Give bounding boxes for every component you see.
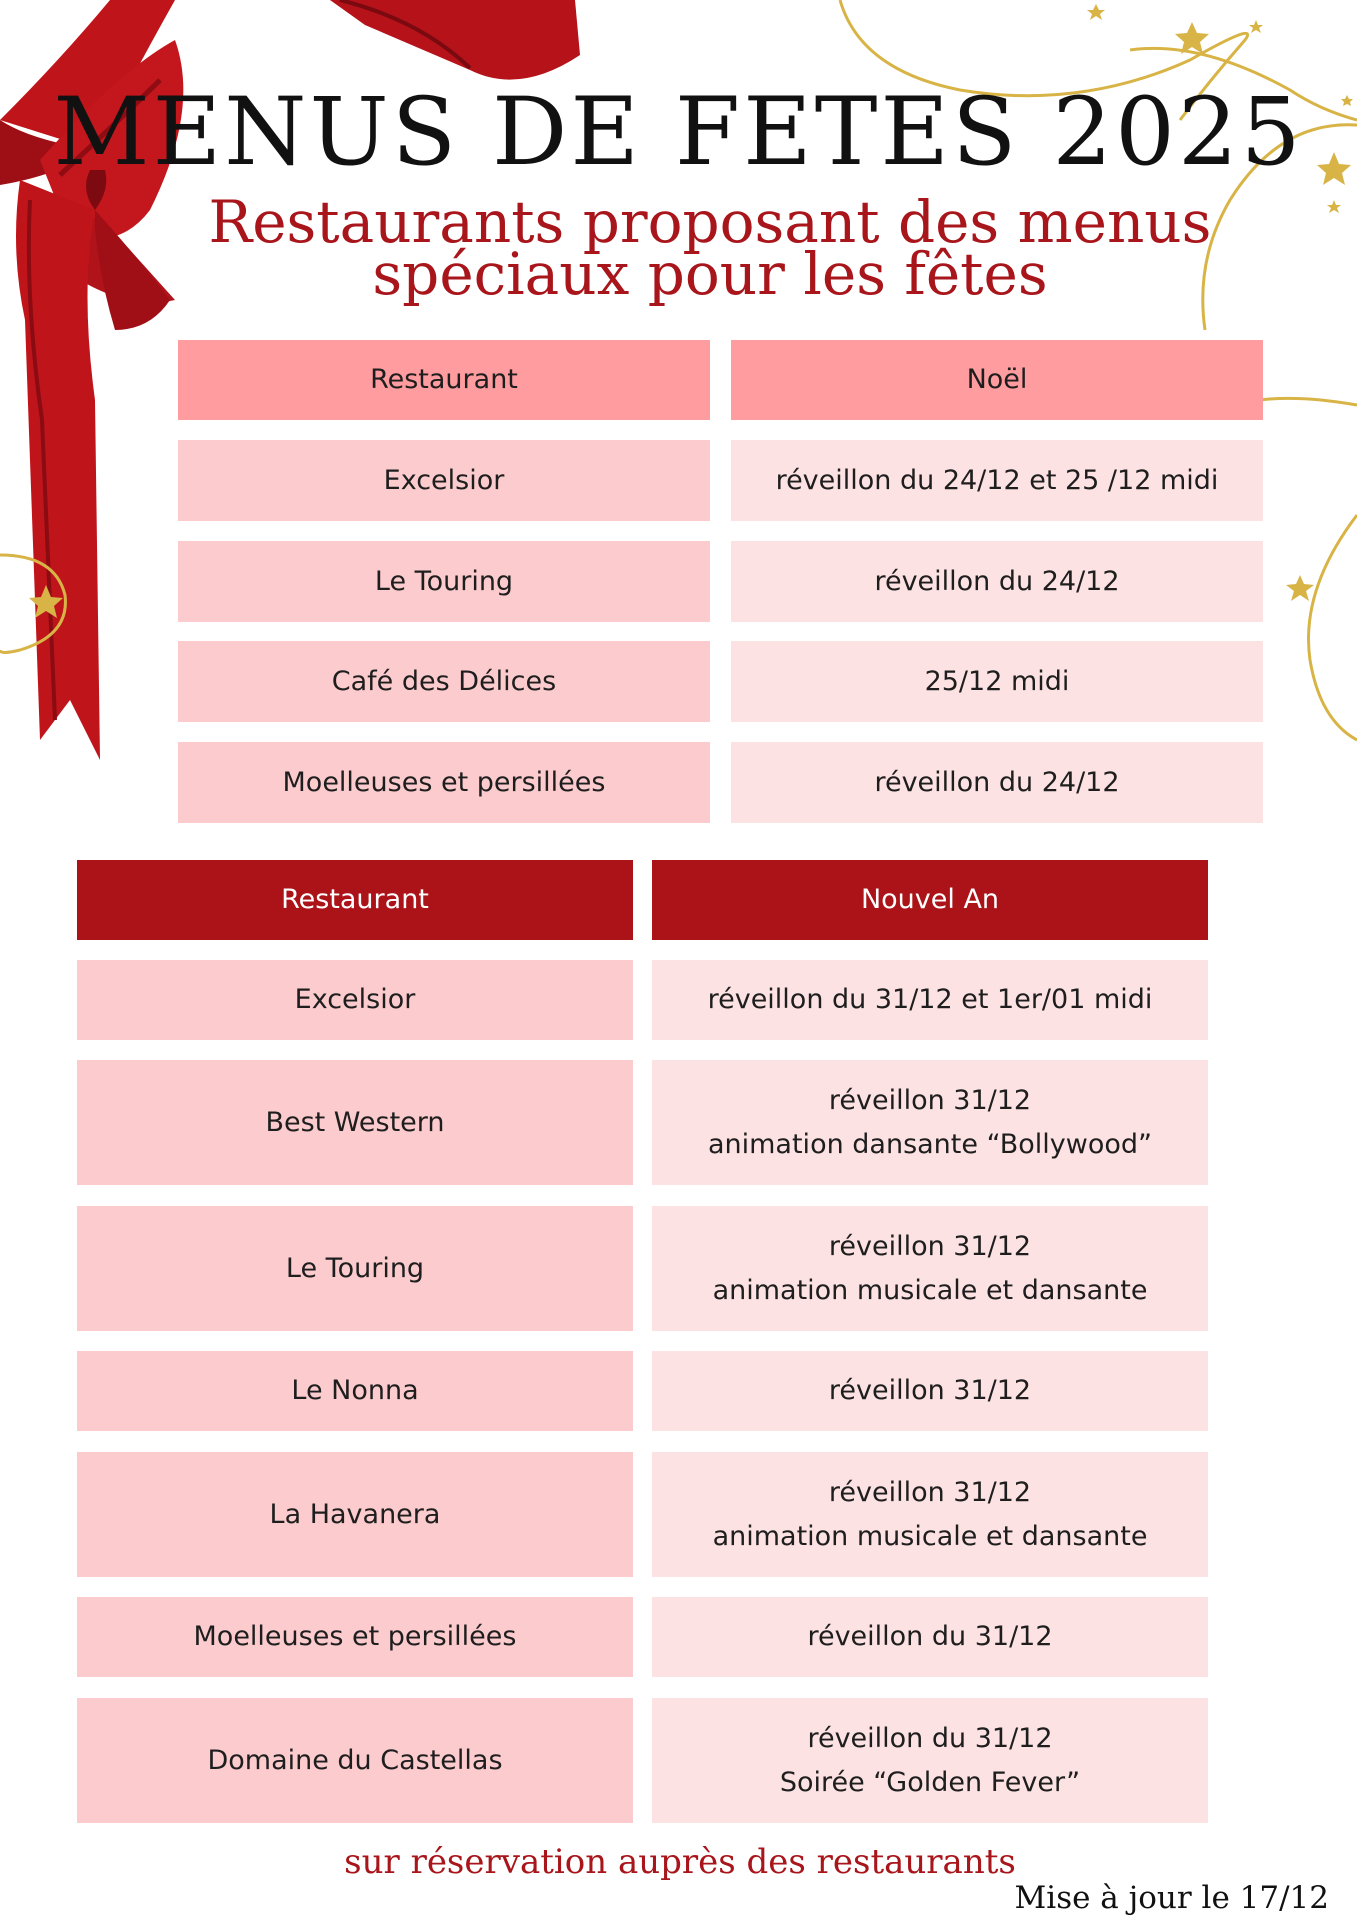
noel-row-restaurant: Café des Délices (178, 641, 710, 722)
subtitle-line-2: spéciaux pour les fêtes (372, 240, 1048, 308)
detail-line: Soirée “Golden Fever” (779, 1766, 1081, 1798)
nouvel-an-row-details (652, 1060, 1208, 1185)
noel-row-details (731, 440, 1263, 521)
detail-line: réveillon du 31/12 et 1er/01 midi (707, 984, 1153, 1015)
nouvel-an-row-restaurant: Le Touring (77, 1206, 633, 1331)
detail-line: 25/12 midi (924, 665, 1070, 697)
nouvel-an-row-restaurant: Moelleuses et persillées (77, 1597, 633, 1677)
nouvel-an-header-restaurant: Restaurant (77, 860, 633, 940)
nouvel-an-row-details (652, 1206, 1208, 1331)
detail-line: réveillon 31/12 (828, 1476, 1032, 1508)
noel-row-restaurant: Le Touring (178, 541, 710, 622)
noel-row-details (731, 742, 1263, 823)
subtitle-line-1: Restaurants proposant des menus (208, 188, 1212, 256)
nouvel-an-row-restaurant: Excelsior (77, 960, 633, 1040)
nouvel-an-row-restaurant: La Havanera (77, 1452, 633, 1577)
detail-line: réveillon 31/12 (828, 1375, 1032, 1406)
detail-line: réveillon du 24/12 et 25 /12 midi (775, 464, 1219, 496)
nouvel-an-row-details (652, 1351, 1208, 1431)
nouvel-an-row-details (652, 1597, 1208, 1677)
detail-line: animation dansante “Bollywood” (707, 1128, 1153, 1160)
noel-row-restaurant: Moelleuses et persillées (178, 742, 710, 823)
page-subtitle (170, 188, 1250, 308)
noel-header-event: Noël (731, 340, 1263, 420)
detail-line: réveillon du 31/12 (807, 1722, 1053, 1754)
nouvel-an-row-restaurant: Domaine du Castellas (77, 1698, 633, 1823)
noel-row-restaurant: Excelsior (178, 440, 710, 521)
nouvel-an-row-restaurant: Best Western (77, 1060, 633, 1185)
nouvel-an-row-details (652, 1452, 1208, 1577)
detail-line: animation musicale et dansante (712, 1274, 1148, 1306)
detail-line: réveillon du 24/12 (874, 565, 1120, 597)
nouvel-an-row-details (652, 1698, 1208, 1823)
noel-row-details (731, 541, 1263, 622)
reservation-note: sur réservation auprès des restaurants (344, 1842, 1016, 1882)
noel-row-details (731, 641, 1263, 722)
detail-line: réveillon 31/12 (828, 1230, 1032, 1262)
detail-line: réveillon du 24/12 (874, 766, 1120, 798)
detail-line: réveillon 31/12 (828, 1084, 1032, 1116)
nouvel-an-header-event: Nouvel An (652, 860, 1208, 940)
page-title: MENUS DE FETES 2025 (53, 78, 1304, 187)
update-date: Mise à jour le 17/12 (1014, 1880, 1329, 1916)
nouvel-an-row-details (652, 960, 1208, 1040)
noel-header-restaurant: Restaurant (178, 340, 710, 420)
detail-line: réveillon du 31/12 (807, 1621, 1053, 1652)
nouvel-an-row-restaurant: Le Nonna (77, 1351, 633, 1431)
detail-line: animation musicale et dansante (712, 1520, 1148, 1552)
